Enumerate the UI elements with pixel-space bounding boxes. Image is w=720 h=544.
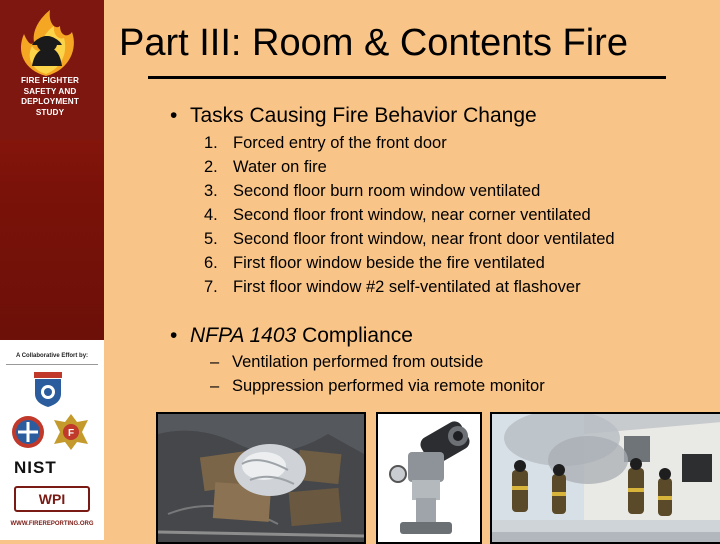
bullet-dot: • <box>170 104 178 127</box>
bullet-nfpa-compliance <box>170 324 413 348</box>
svg-text:F: F <box>67 428 75 439</box>
list-item-text: Suppression performed via remote monitor <box>232 377 545 395</box>
list-item <box>204 131 615 155</box>
bullet-tasks <box>170 104 537 128</box>
partner-round-emblem-logo <box>10 414 46 450</box>
sidebar <box>0 0 104 540</box>
list-item <box>204 179 615 203</box>
partner-shield-logo <box>32 372 64 408</box>
compliance-label: Compliance <box>296 324 413 347</box>
list-item-text: Water on fire <box>233 158 327 176</box>
list-item-number: 3. <box>204 182 218 200</box>
list-item-text: Ventilation performed from outside <box>232 353 484 371</box>
list-item-text: First floor window #2 self-ventilated at flashover <box>233 278 581 296</box>
collab-divider <box>6 364 98 365</box>
firefighter-flame-logo <box>10 8 82 78</box>
list-item-number: 5. <box>204 230 218 248</box>
list-item-number: 6. <box>204 254 218 272</box>
firefighters-photo-image <box>492 414 720 542</box>
slide-title: Part III: Room & Contents Fire <box>119 22 628 64</box>
debris-photo-image <box>158 414 364 542</box>
list-item-number: 1. <box>204 134 218 152</box>
title-underline <box>148 76 666 79</box>
nist-logo: NIST <box>14 458 57 477</box>
remote-monitor-image <box>378 414 480 542</box>
list-item <box>204 251 615 275</box>
list-item-number: 2. <box>204 158 218 176</box>
study-title-line-3: DEPLOYMENT <box>21 97 79 106</box>
study-title-line-2: SAFETY AND <box>23 86 77 96</box>
list-item-dash: – <box>210 353 220 371</box>
list-item <box>210 374 545 398</box>
compliance-list <box>210 350 545 398</box>
maltese-cross-logo <box>52 412 90 452</box>
list-item-number: 4. <box>204 206 218 224</box>
tasks-list <box>204 131 615 299</box>
list-item <box>204 227 615 251</box>
list-item-text: Forced entry of the front door <box>233 134 447 152</box>
list-item-text: Second floor front window, near corner ventilated <box>233 206 591 224</box>
list-item-text: Second floor burn room window ventilated <box>233 182 541 200</box>
website-url: WWW.FIREREPORTING.ORG <box>10 521 94 527</box>
collab-caption: A Collaborative Effort by: <box>15 353 89 359</box>
list-item <box>204 155 615 179</box>
debris-photo <box>156 412 366 544</box>
list-item <box>204 275 615 299</box>
wpi-logo: WPI <box>14 486 90 512</box>
study-title <box>4 76 96 118</box>
list-item-number: 7. <box>204 278 218 296</box>
study-title-line-4: STUDY <box>35 107 65 117</box>
list-item-dash: – <box>210 377 220 395</box>
list-item-text: Second floor front window, near front door ventilated <box>233 230 615 248</box>
list-item <box>210 350 545 374</box>
nfpa-standard-label: NFPA 1403 <box>190 324 297 347</box>
firefighters-photo <box>490 412 720 544</box>
remote-monitor-photo <box>376 412 482 544</box>
list-item <box>204 203 615 227</box>
list-item-text: First floor window beside the fire ventilated <box>233 254 545 272</box>
bullet-dot: • <box>170 324 178 347</box>
bullet-tasks-text: Tasks Causing Fire Behavior Change <box>190 104 537 127</box>
study-title-line-1: FIRE FIGHTER <box>20 76 80 85</box>
